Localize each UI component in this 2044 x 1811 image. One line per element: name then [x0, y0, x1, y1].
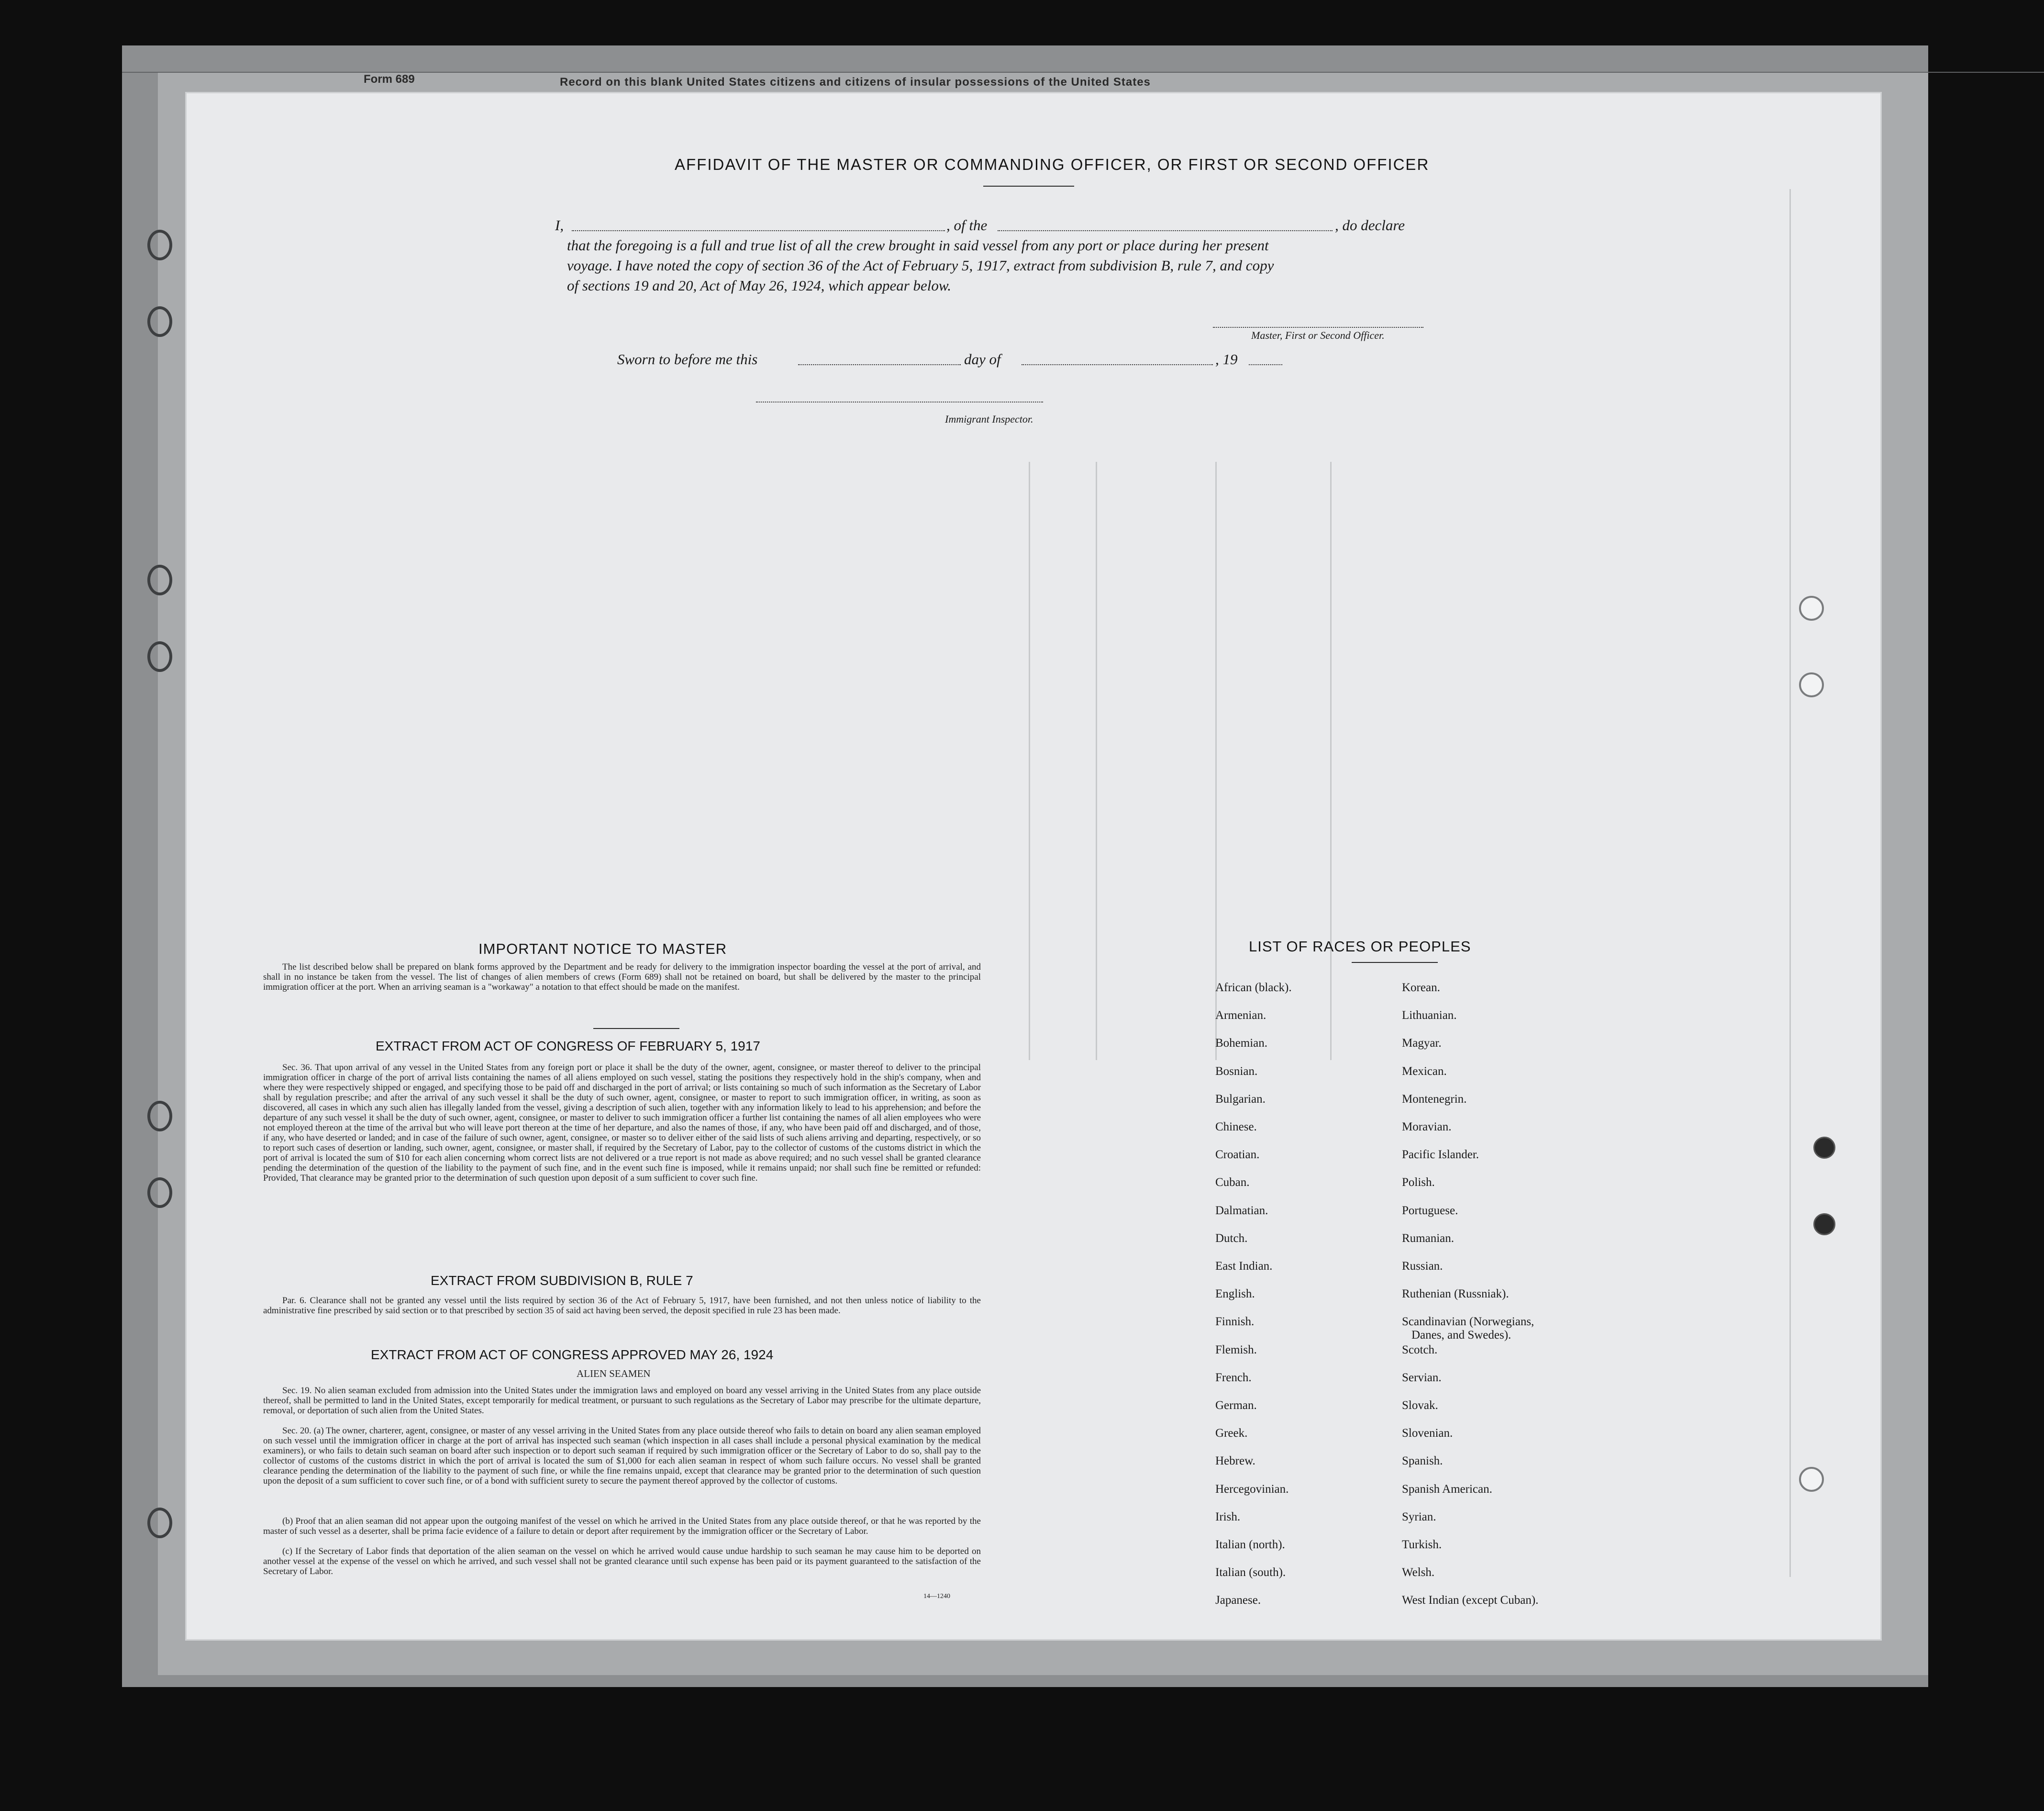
race-item: Mexican. — [1402, 1064, 1447, 1078]
race-item: Montenegrin. — [1402, 1092, 1467, 1106]
race-item: Dutch. — [1215, 1231, 1248, 1245]
vessel-blank — [998, 229, 1333, 231]
race-item: Scandinavian (Norwegians, — [1402, 1315, 1534, 1329]
race-item: Spanish American. — [1402, 1482, 1492, 1496]
race-item: Korean. — [1402, 981, 1440, 994]
race-item: Slovenian. — [1402, 1427, 1453, 1440]
binder-hole — [147, 1101, 172, 1131]
race-item: Turkish. — [1402, 1538, 1442, 1551]
races-underline — [1352, 962, 1438, 963]
extract-1917-text: Sec. 36. That upon arrival of any vessel in the United States from any foreign port or place it shall be the duty of the owner, agent, consignee, or master thereof to deliver to the principal immigration officer in charge of the port of arrival lists containing the names of all aliens employed on such vessel, stating the positions they respectively hold in the ship's company, when and where they were respectively shipped or engaged, and specifying those to be paid off and discharged in the port of arrival; or lists containing so much of such information as the Secretary of Labor shall by regulation prescribe; and after the arrival of any such vessel it shall be the duty of such owner, agent, consignee, or master to report to such immigration officer, in writing, as soon as discovered, all cases in which any such alien has illegally landed from the vessel, giving a description of such alien, together with any information likely to lead to his apprehension; and before the departure of any such vessel it shall be the duty of such owner, agent, consignee, or master to deliver to such immigration officer a further list containing the names of all alien employees who were not employed thereon at the time of the arrival but who will leave port thereon at the time of her departure, and also the names of those, if any, who have been paid off and discharged, and of those, if any, who have deserted or landed; and in case of the failure of such owner, agent, consignee, or master so to deliver either of the said lists of such aliens arriving and departing, respectively, or so to report such cases of desertion or landing, such owner, agent, consignee, or master shall, if required by the Secretary of Labor, pay to the collector of customs of the customs district in which the port of arrival is located the sum of $10 for each alien concerning whom correct lists are not delivered or a true report is not made as above required; and no such vessel shall be granted clearance pending the determination of the question of the liability to the payment of such fine, and in the event such fine is imposed, while it remains unpaid; nor shall such fine be remitted or refunded: Provided, That clearance may be granted prior to the determination of such question upon deposit of a sum sufficient to cover such fine. — [263, 1062, 981, 1183]
month-blank — [1022, 363, 1213, 365]
affidavit-page — [187, 93, 1880, 1639]
ghost-column-line — [1215, 462, 1217, 1060]
binder-hole — [147, 1177, 172, 1208]
notice-divider — [593, 1028, 679, 1029]
sworn-day-blank — [798, 363, 961, 365]
race-item: Magyar. — [1402, 1037, 1442, 1050]
master-signature-line — [1213, 327, 1423, 328]
binder-hole — [147, 1508, 172, 1538]
race-item: Slovak. — [1402, 1399, 1438, 1412]
race-item: French. — [1215, 1371, 1252, 1384]
race-item: Bulgarian. — [1215, 1092, 1266, 1106]
extract-1917-title: EXTRACT FROM ACT OF CONGRESS OF FEBRUARY 5, 1917 — [376, 1039, 760, 1053]
race-item: Pacific Islander. — [1402, 1148, 1479, 1162]
notice-title: IMPORTANT NOTICE TO MASTER — [478, 940, 727, 957]
sworn-label: Sworn to before me this — [617, 351, 758, 368]
race-item: Hebrew. — [1215, 1454, 1255, 1468]
affidavit-do-declare: , do declare — [1335, 217, 1405, 234]
punch-hole-dark — [1813, 1137, 1835, 1159]
master-caption: Master, First or Second Officer. — [1251, 329, 1385, 341]
title-underline — [983, 186, 1074, 187]
notice-text: The list described below shall be prepared on blank forms approved by the Department and be ready for delivery to the immigration inspector boarding the vessel at the port of arrival, and shall in no instance be taken from the vessel. The list of changes of alien members of crews (Form 689) shall not be retained on board, but shall be delivered by the master to the principal immigration officer at the port. When an arriving seaman is a "workaway" a notation to that effect should be made on the manifest. — [263, 962, 981, 992]
race-item: Italian (south). — [1215, 1566, 1286, 1579]
race-item: Bohemian. — [1215, 1037, 1268, 1050]
punch-hole — [1799, 596, 1824, 621]
inspector-caption: Immigrant Inspector. — [945, 413, 1033, 425]
race-item: Ruthenian (Russniak). — [1402, 1287, 1509, 1301]
affidavit-of-the: , of the — [946, 217, 988, 234]
race-item: Moravian. — [1402, 1120, 1452, 1133]
extract-1924-sec19: Sec. 19. No alien seaman excluded from admission into the United States under the immigration laws and employed on board any vessel arriving in the United States from any place outside thereof, shall be permitted to land in the United States, except temporarily for medical treatment, or pursuant to such regulations as the Secretary of Labor may prescribe for the ultimate departure, removal, or deportation of such alien from the United States. — [263, 1386, 981, 1416]
race-item: Rumanian. — [1402, 1231, 1455, 1245]
race-item: English. — [1215, 1287, 1255, 1301]
binder-hole — [147, 641, 172, 672]
punch-hole — [1799, 1467, 1824, 1492]
race-item: Servian. — [1402, 1371, 1442, 1384]
extract-1924-sec20b: (b) Proof that an alien seaman did not appear upon the outgoing manifest of the vessel on which he arrived in the United States from any place outside thereof, or that he was reported by the master of such vessel as a deserter, shall be prima facie evidence of a failure to detain or deport after requirement by the immigration officer or the Secretary of Labor. — [263, 1516, 981, 1536]
extract-1924-sec20a: Sec. 20. (a) The owner, charterer, agent, consignee, or master of any vessel arriving in the United States from any place outside thereof who fails to detain on board any alien seaman employed on such vessel until the immigration officer in charge at the port of arrival has inspected such seaman (which inspection in all cases shall include a personal physical examination by the medical examiners), or who fails to detain such seaman on board after such inspection or to deport such seaman if required by such immigration officer or the Secretary of Labor to do so, shall pay to the collector of customs of the customs district in which the port of arrival is located the sum of $1,000 for each alien seaman in respect of whom such failure occurs. No vessel shall be granted clearance pending the determination of the liability to the payment of such fine, or while the fine remains unpaid, except that clearance may be granted prior to the determination of such question upon the deposit of a sum sufficient to cover such fine, or of a bond with sufficient surety to secure the payment thereof approved by the collector of customs. — [263, 1426, 981, 1486]
race-item: Japanese. — [1215, 1594, 1261, 1607]
race-item: Italian (north). — [1215, 1538, 1285, 1551]
extract-rule7-text: Par. 6. Clearance shall not be granted any vessel until the lists required by section 36 of the Act of February 5, 1917, have been furnished, and not then unless notice of liability to the administrative fine prescribed by said section or to that prescribed by section 35 of said act having been served, the deposit specified in rule 23 has been made. — [263, 1296, 981, 1316]
race-item: Welsh. — [1402, 1566, 1435, 1579]
race-item: Lithuanian. — [1402, 1009, 1457, 1022]
year-prefix: , 19 — [1215, 351, 1238, 368]
extract-1924-sec20c: (c) If the Secretary of Labor finds that deportation of the alien seaman on the vessel on which he arrived would cause undue hardship to such seaman he may cause him to be deported on another vessel at the expense of the vessel on which he arrived, and such vessel shall not be granted clearance until such expense has been paid or its payment guaranteed to the satisfaction of the Secretary of Labor. — [263, 1546, 981, 1576]
race-item: Portuguese. — [1402, 1204, 1458, 1217]
inspector-signature-line — [756, 402, 1043, 403]
extract-1924-title: EXTRACT FROM ACT OF CONGRESS APPROVED MAY 26, 1924 — [371, 1347, 774, 1362]
ghost-column-line — [1096, 462, 1097, 1060]
alien-seamen-subtitle: ALIEN SEAMEN — [577, 1368, 651, 1379]
race-item: Hercegovinian. — [1215, 1482, 1289, 1496]
ghost-column-line — [1029, 462, 1030, 1060]
ghost-column-line — [1789, 189, 1791, 1577]
race-item: West Indian (except Cuban). — [1402, 1594, 1539, 1607]
race-item: Armenian. — [1215, 1009, 1266, 1022]
race-item: Chinese. — [1215, 1120, 1257, 1133]
affidavit-line2: that the foregoing is a full and true list of all the crew brought in said vessel from any port or place during her present — [567, 237, 1269, 254]
name-blank — [572, 229, 945, 231]
race-item: Bosnian. — [1215, 1064, 1258, 1078]
race-item: Finnish. — [1215, 1315, 1255, 1329]
race-item: East Indian. — [1215, 1260, 1273, 1273]
race-item: Polish. — [1402, 1176, 1435, 1189]
back-header-text: Record on this blank United States citizens and citizens of insular possessions of the United States — [560, 76, 1151, 89]
race-item: Flemish. — [1215, 1343, 1257, 1356]
race-item: German. — [1215, 1399, 1257, 1412]
year-blank — [1249, 363, 1282, 365]
race-item: Greek. — [1215, 1427, 1248, 1440]
affidavit-i: I, — [555, 217, 564, 234]
extract-rule7-title: EXTRACT FROM SUBDIVISION B, RULE 7 — [431, 1273, 693, 1288]
race-item: Cuban. — [1215, 1176, 1250, 1189]
binder-hole — [147, 565, 172, 595]
race-item: African (black). — [1215, 981, 1292, 994]
race-item: Croatian. — [1215, 1148, 1260, 1162]
race-item: Russian. — [1402, 1260, 1443, 1273]
race-item: Scotch. — [1402, 1343, 1438, 1356]
punch-hole-dark — [1813, 1213, 1835, 1235]
races-title: LIST OF RACES OR PEOPLES — [1249, 938, 1471, 955]
race-item: Dalmatian. — [1215, 1204, 1268, 1217]
form-code: 14—1240 — [923, 1593, 950, 1600]
race-item: Irish. — [1215, 1510, 1241, 1523]
back-form-label: Form 689 — [364, 73, 415, 86]
day-of-label: day of — [964, 351, 1001, 368]
affidavit-title: AFFIDAVIT OF THE MASTER OR COMMANDING OFFICER, OR FIRST OR SECOND OFFICER — [675, 156, 1430, 173]
race-item: Danes, and Swedes). — [1411, 1329, 1511, 1342]
race-item: Spanish. — [1402, 1454, 1443, 1468]
binder-hole — [147, 230, 172, 260]
affidavit-line3: voyage. I have noted the copy of section 36 of the Act of February 5, 1917, extract from subdivision B, rule 7, and copy — [567, 257, 1274, 274]
punch-hole — [1799, 672, 1824, 697]
ghost-column-line — [1330, 462, 1332, 1060]
race-item: Syrian. — [1402, 1510, 1436, 1523]
binder-hole — [147, 306, 172, 337]
affidavit-line4: of sections 19 and 20, Act of May 26, 1924, which appear below. — [567, 277, 952, 294]
